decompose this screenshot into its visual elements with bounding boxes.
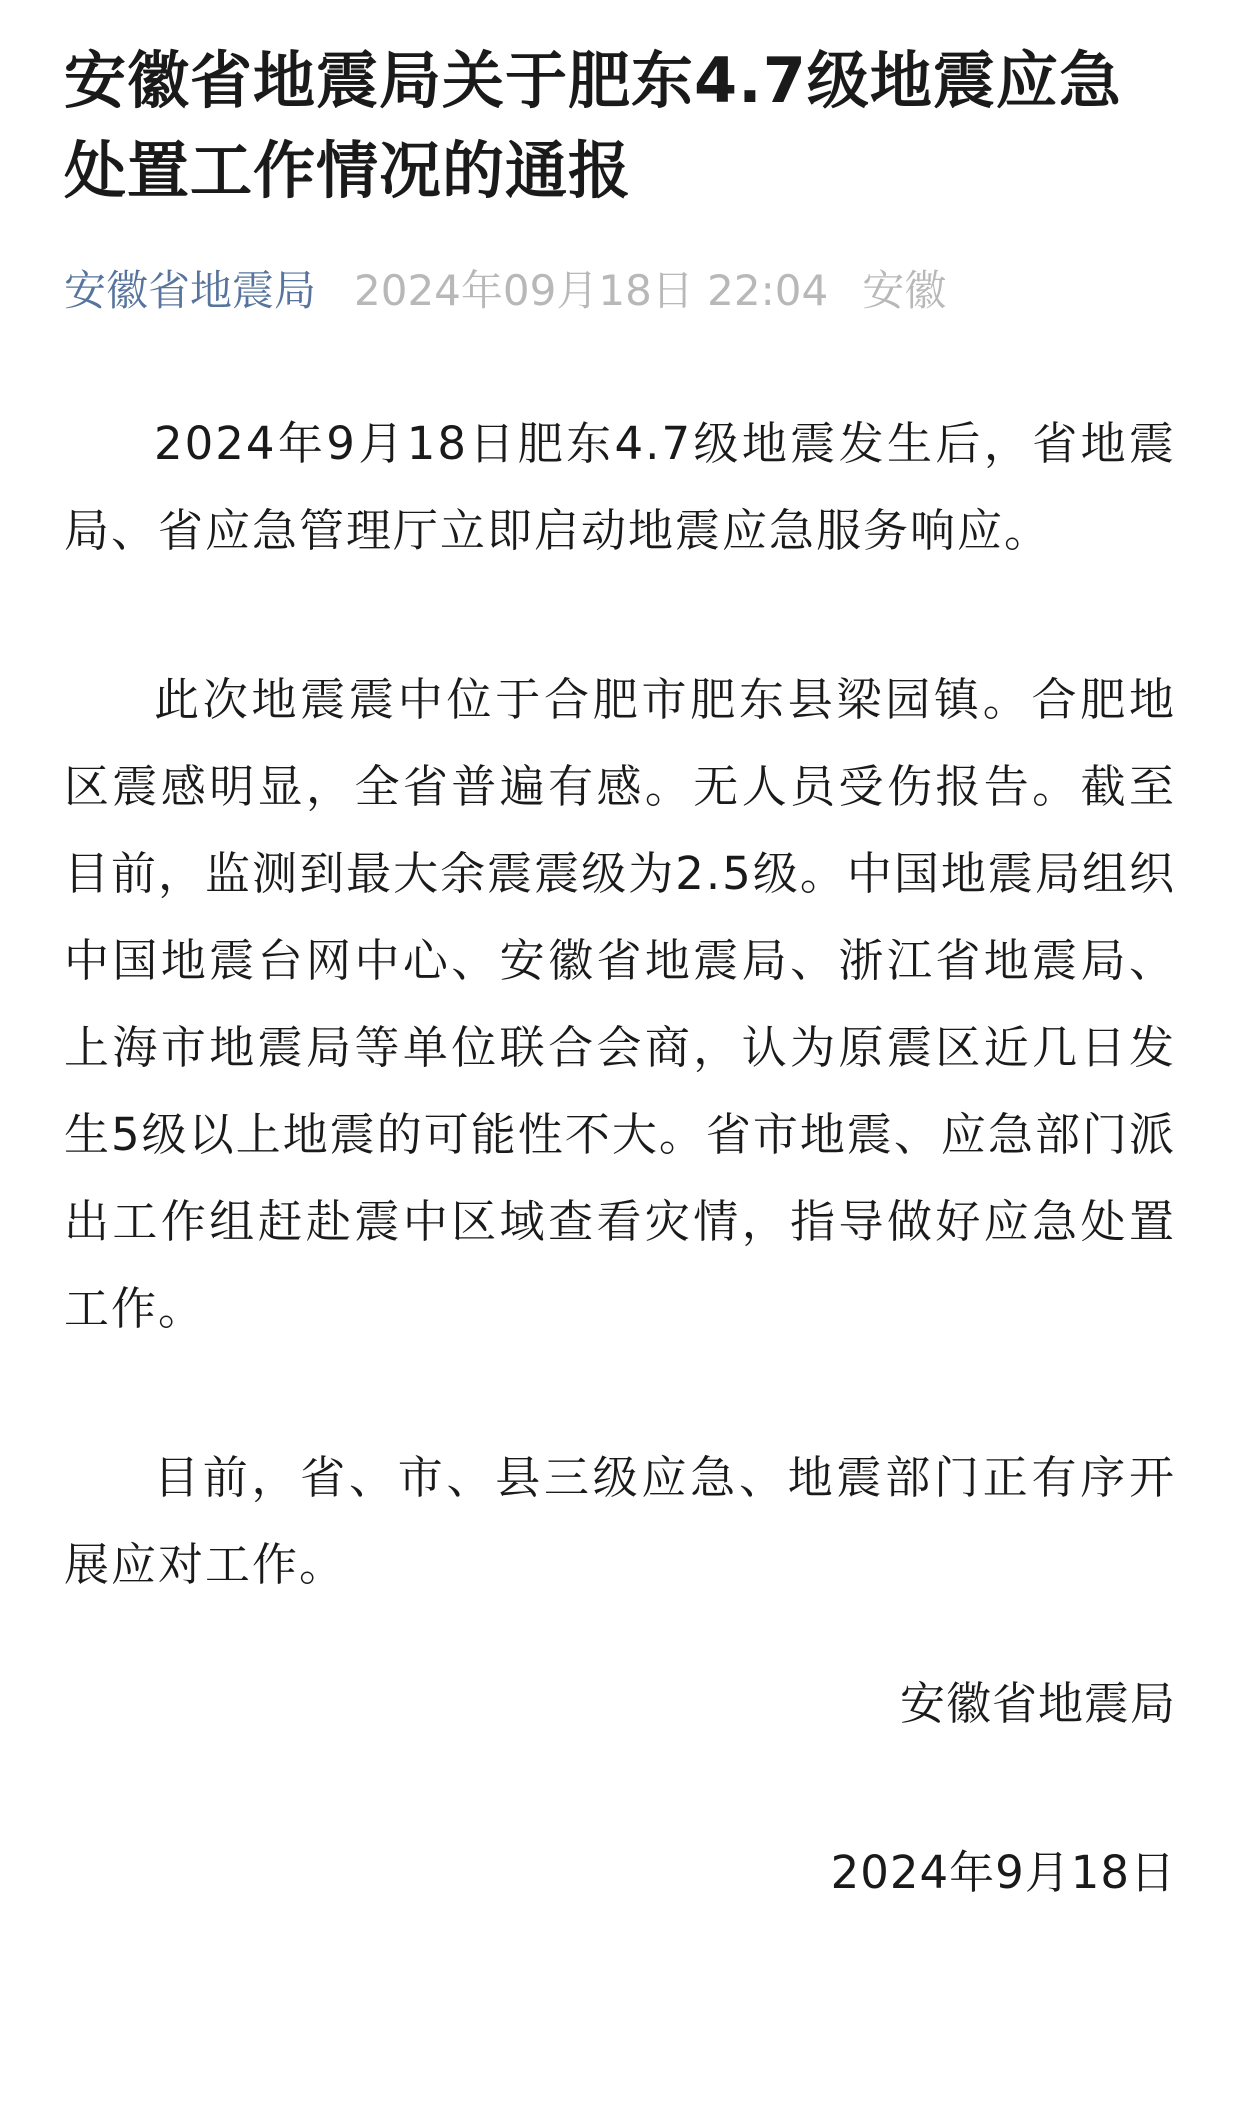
signature-organization: 安徽省地震局 xyxy=(899,1677,1176,1730)
paragraph-response: 2024年9月18日肥东4.7级地震发生后，省地震局、省应急管理厅立即启动地震应急服务响应。 xyxy=(64,417,1176,557)
article xyxy=(64,36,1176,1916)
article-meta xyxy=(64,258,1176,318)
publish-location: 安徽 xyxy=(862,266,947,315)
paragraph-epicenter: 此次地震震中位于合肥市肥东县梁园镇。合肥地区震感明显，全省普遍有感。无人员受伤报告。截至目前，监测到最大余震震级为2.5级。中国地震局组织中国地震台网中心、安徽省地震局、浙江省地震局、上海市地震局等单位联合会商，认为原震区近几日发生5级以上地震的可能性不大。省市地震、应急部门派出工作组赶赴震中区域查看灾情，指导做好应急处置工作。 xyxy=(64,673,1176,1335)
account-name-link[interactable]: 安徽省地震局 xyxy=(64,266,317,315)
paragraph-current-status: 目前，省、市、县三级应急、地震部门正有序开展应对工作。 xyxy=(64,1451,1176,1591)
signature-date: 2024年9月18日 xyxy=(830,1846,1176,1899)
article-body xyxy=(64,400,1176,1608)
publish-datetime: 2024年09月18日 22:04 xyxy=(354,266,829,315)
article-title: 安徽省地震局关于肥东4.7级地震应急处置工作情况的通报 xyxy=(64,44,1122,207)
